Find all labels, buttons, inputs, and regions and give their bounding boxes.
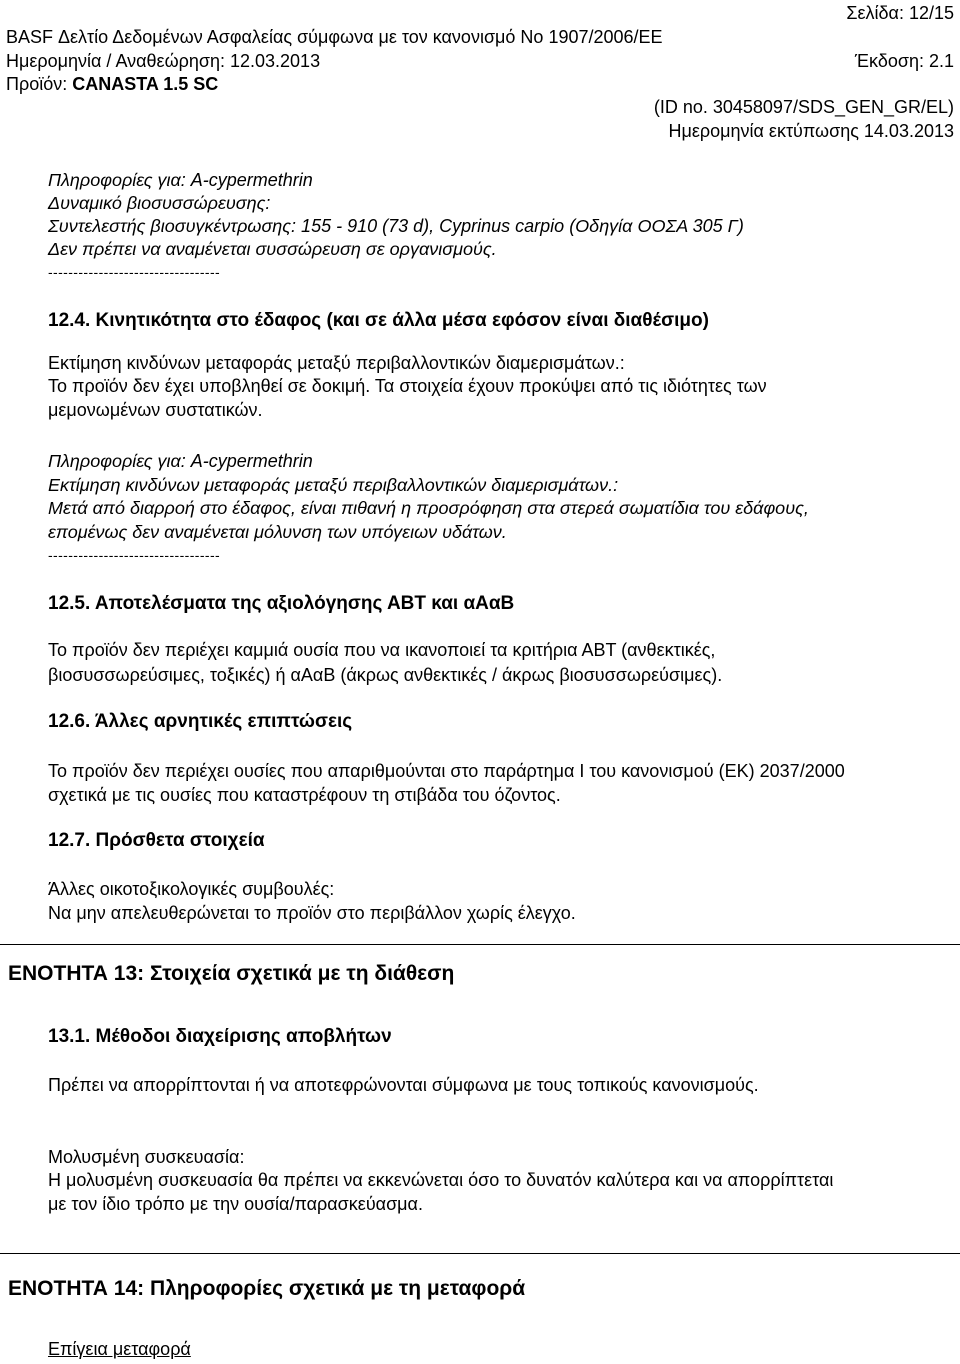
bioaccumulation-info-for: Πληροφορίες για: A-cypermethrin bbox=[48, 170, 313, 190]
bioaccumulation-factor: Συντελεστής βιοσυγκέντρωσης: 155 - 910 (73 d), Cyprinus carpio (Οδηγία ΟΟΣΑ 305 Γ) bbox=[48, 216, 744, 236]
s12-6-line2: σχετικά με τις ουσίες που καταστρέφουν τη στιβάδα του όζοντος. bbox=[48, 785, 561, 805]
section-12-4-heading: 12.4. Κινητικότητα στο έδαφος (και σε άλλα μέσα εφόσον είναι διαθέσιμο) bbox=[48, 310, 709, 331]
s12-4-assess-label: Εκτίμηση κινδύνων μεταφοράς μεταξύ περιβαλλοντικών διαμερισμάτων.: bbox=[48, 353, 625, 373]
section-13-1-heading: 13.1. Μέθοδοι διαχείρισης αποβλήτων bbox=[48, 1026, 392, 1047]
s12-7-line1: Να μην απελευθερώνεται το προϊόν στο περιβάλλον χωρίς έλεγχο. bbox=[48, 903, 576, 923]
s12-4-assess-label-italic: Εκτίμηση κινδύνων μεταφοράς μεταξύ περιβαλλοντικών διαμερισμάτων.: bbox=[48, 475, 619, 495]
s12-7-label: Άλλες οικοτοξικολογικές συμβουλές: bbox=[48, 879, 335, 899]
bioaccumulation-note: Δεν πρέπει να αναμένεται συσσώρευση σε οργανισμούς. bbox=[48, 239, 497, 259]
date-revision: Ημερομηνία / Αναθεώρηση: 12.03.2013 bbox=[6, 51, 321, 71]
section-12-7-heading: 12.7. Πρόσθετα στοιχεία bbox=[48, 830, 265, 851]
separator: ---------------------------------- bbox=[48, 264, 221, 280]
document-title: BASF Δελτίο Δεδομένων Ασφαλείας σύμφωνα με τον κανονισμό Νο 1907/2006/ΕΕ bbox=[6, 27, 663, 47]
s12-4-line1: Το προϊόν δεν έχει υποβληθεί σε δοκιμή. Τα στοιχεία έχουν προκύψει από τις ιδιότητες των bbox=[48, 376, 767, 396]
s12-4-line2: μεμονωμένων συστατικών. bbox=[48, 400, 263, 420]
product-name: CANASTA 1.5 SC bbox=[72, 74, 219, 94]
section-12-6-heading: 12.6. Άλλες αρνητικές επιπτώσεις bbox=[48, 711, 353, 732]
separator: ---------------------------------- bbox=[48, 547, 221, 563]
s12-4-italic-line2: επομένως δεν αναμένεται μόλυνση των υπόγειων υδάτων. bbox=[48, 522, 507, 542]
section-14-heading: ΕΝΟΤΗΤΑ 14: Πληροφορίες σχετικά με τη μεταφορά bbox=[8, 1277, 526, 1300]
print-date: Ημερομηνία εκτύπωσης 14.03.2013 bbox=[668, 121, 954, 141]
product-label: Προϊόν: bbox=[6, 74, 73, 94]
s13-1-line1: Πρέπει να απορρίπτονται ή να αποτεφρώνονται σύμφωνα με τους τοπικούς κανονισμούς. bbox=[48, 1075, 759, 1095]
s12-5-line2: βιοσυσσωρεύσιμες, τοξικές) ή αΑαΒ (άκρως ανθεκτικές / άκρως βιοσυσσωρεύσιμες). bbox=[48, 665, 723, 685]
section-divider bbox=[0, 1253, 960, 1254]
s12-6-line1: Το προϊόν δεν περιέχει ουσίες που απαριθμούνται στο παράρτημα Ι του κανονισμού (ΕΚ) 2037/2000 bbox=[48, 761, 845, 781]
document-id: (ID no. 30458097/SDS_GEN_GR/EL) bbox=[653, 97, 954, 117]
contaminated-packaging-label: Μολυσμένη συσκευασία: bbox=[48, 1147, 245, 1167]
section-divider bbox=[0, 944, 960, 945]
s12-4-italic-line1: Μετά από διαρροή στο έδαφος, είναι πιθανή η προσρόφηση στα στερεά σωματίδια του εδάφους, bbox=[48, 498, 809, 518]
edition: Έκδοση: 2.1 bbox=[854, 51, 954, 71]
section-13-heading: ΕΝΟΤΗΤΑ 13: Στοιχεία σχετικά με τη διάθεση bbox=[8, 962, 455, 985]
bioaccumulation-label: Δυναμικό βιοσυσσώρευσης: bbox=[48, 193, 271, 213]
land-transport-heading: Επίγεια μεταφορά bbox=[48, 1339, 191, 1359]
s12-4-info-for: Πληροφορίες για: A-cypermethrin bbox=[48, 451, 313, 471]
page-number: Σελίδα: 12/15 bbox=[846, 3, 954, 23]
section-12-5-heading: 12.5. Αποτελέσματα της αξιολόγησης ΑΒΤ και αΑαΒ bbox=[48, 593, 515, 614]
packaging-line1: Η μολυσμένη συσκευασία θα πρέπει να εκκενώνεται όσο το δυνατόν καλύτερα και να απορρίπτεται bbox=[48, 1170, 834, 1190]
packaging-line2: με τον ίδιο τρόπο με την ουσία/παρασκεύασμα. bbox=[48, 1194, 423, 1214]
s12-5-line1: Το προϊόν δεν περιέχει καμμιά ουσία που να ικανοποιεί τα κριτήρια ΑΒΤ (ανθεκτικές, bbox=[48, 640, 716, 660]
product-line bbox=[6, 73, 218, 95]
